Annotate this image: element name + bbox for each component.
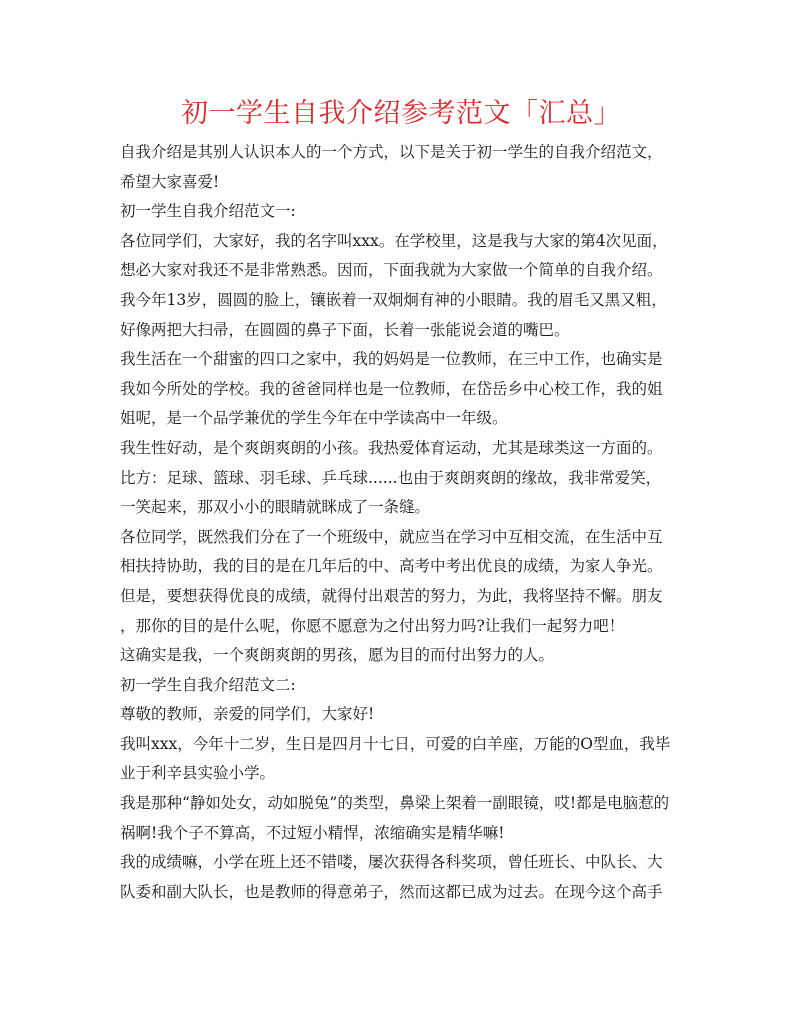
text-line: 好像两把大扫帚，在圆圆的鼻子下面，长着一张能说会道的嘴巴。 <box>120 320 570 339</box>
paragraph <box>120 345 682 434</box>
paragraph <box>120 138 682 197</box>
paragraph <box>120 197 682 227</box>
paragraph <box>120 671 682 701</box>
text-line: 各位同学，既然我们分在了一个班级中，就应当在学习中互相交流，在生活中互 <box>120 527 663 546</box>
paragraph <box>120 730 682 789</box>
paragraph <box>120 848 682 907</box>
document-page <box>120 96 682 907</box>
text-line: 我如今所处的学校。我的爸爸同样也是一位教师，在岱岳乡中心校工作，我的姐 <box>120 379 663 398</box>
text-line: 比方：足球、篮球、羽毛球、乒乓球......也由于爽朗爽朗的缘故，我非常爱笑， <box>120 468 662 487</box>
text-line: ，那你的目的是什么呢，你愿不愿意为之付出努力吗?让我们一起努力吧！ <box>120 616 625 635</box>
text-line: 想必大家对我还不是非常熟悉。因而，下面我就为大家做一个简单的自我介绍。 <box>120 261 663 280</box>
text-line: 尊敬的教师，亲爱的同学们，大家好! <box>120 705 375 724</box>
text-line: 各位同学们，大家好，我的名字叫xxx。在学校里，这是我与大家的第4次见面， <box>120 231 668 250</box>
text-line: 我今年13岁，圆圆的脸上，镶嵌着一双炯炯有神的小眼睛。我的眉毛又黑又粗， <box>120 290 667 309</box>
text-line: 姐呢，是一个品学兼优的学生今年在中学读高中一年级。 <box>120 409 508 428</box>
text-line: 我生性好动，是个爽朗爽朗的小孩。我热爱体育运动，尤其是球类这一方面的。 <box>120 438 663 457</box>
paragraph <box>120 434 682 523</box>
paragraph <box>120 700 682 730</box>
text-line: 希望大家喜爱! <box>120 172 220 191</box>
text-line: 我的成绩嘛，小学在班上还不错喽，屡次获得各科奖项，曾任班长、中队长、大 <box>120 853 663 872</box>
text-line: 初一学生自我介绍范文二: <box>120 675 296 694</box>
document-title: 初一学生自我介绍参考范文「汇总」 <box>181 98 621 129</box>
text-line: 这确实是我，一个爽朗爽朗的男孩，愿为目的而付出努力的人。 <box>120 646 555 665</box>
text-line: 祸啊!我个子不算高，不过短小精悍，浓缩确实是精华嘛! <box>120 823 505 842</box>
paragraph <box>120 286 682 345</box>
document-body <box>120 138 682 907</box>
text-line: 队委和副大队长，也是教师的得意弟子，然而这都已成为过去。在现今这个高手 <box>120 882 663 901</box>
paragraph <box>120 523 682 641</box>
paragraph <box>120 641 682 671</box>
text-line: 我是那种“静如处女，动如脱兔”的类型，鼻梁上架着一副眼镜，哎!都是电脑惹的 <box>120 794 670 813</box>
paragraph <box>120 789 682 848</box>
text-line: 自我介绍是其别人认识本人的一个方式，以下是关于初一学生的自我介绍范文， <box>120 143 663 161</box>
text-line: 初一学生自我介绍范文一: <box>120 202 296 221</box>
paragraph <box>120 227 682 286</box>
text-line: 我叫xxx，今年十二岁，生日是四月十七日，可爱的白羊座，万能的O型血，我毕 <box>120 734 671 753</box>
text-line: 一笑起来，那双小小的眼睛就眯成了一条缝。 <box>120 498 431 517</box>
text-line: 我生活在一个甜蜜的四口之家中，我的妈妈是一位教师，在三中工作，也确实是 <box>120 350 663 369</box>
text-line: 相扶持协助，我的目的是在几年后的中、高考中考出优良的成绩，为家人争光。 <box>120 557 663 576</box>
text-line: 但是，要想获得优良的成绩，就得付出艰苦的努力，为此，我将坚持不懈。朋友 <box>120 586 663 605</box>
text-line: 业于利辛县实验小学。 <box>120 764 276 783</box>
